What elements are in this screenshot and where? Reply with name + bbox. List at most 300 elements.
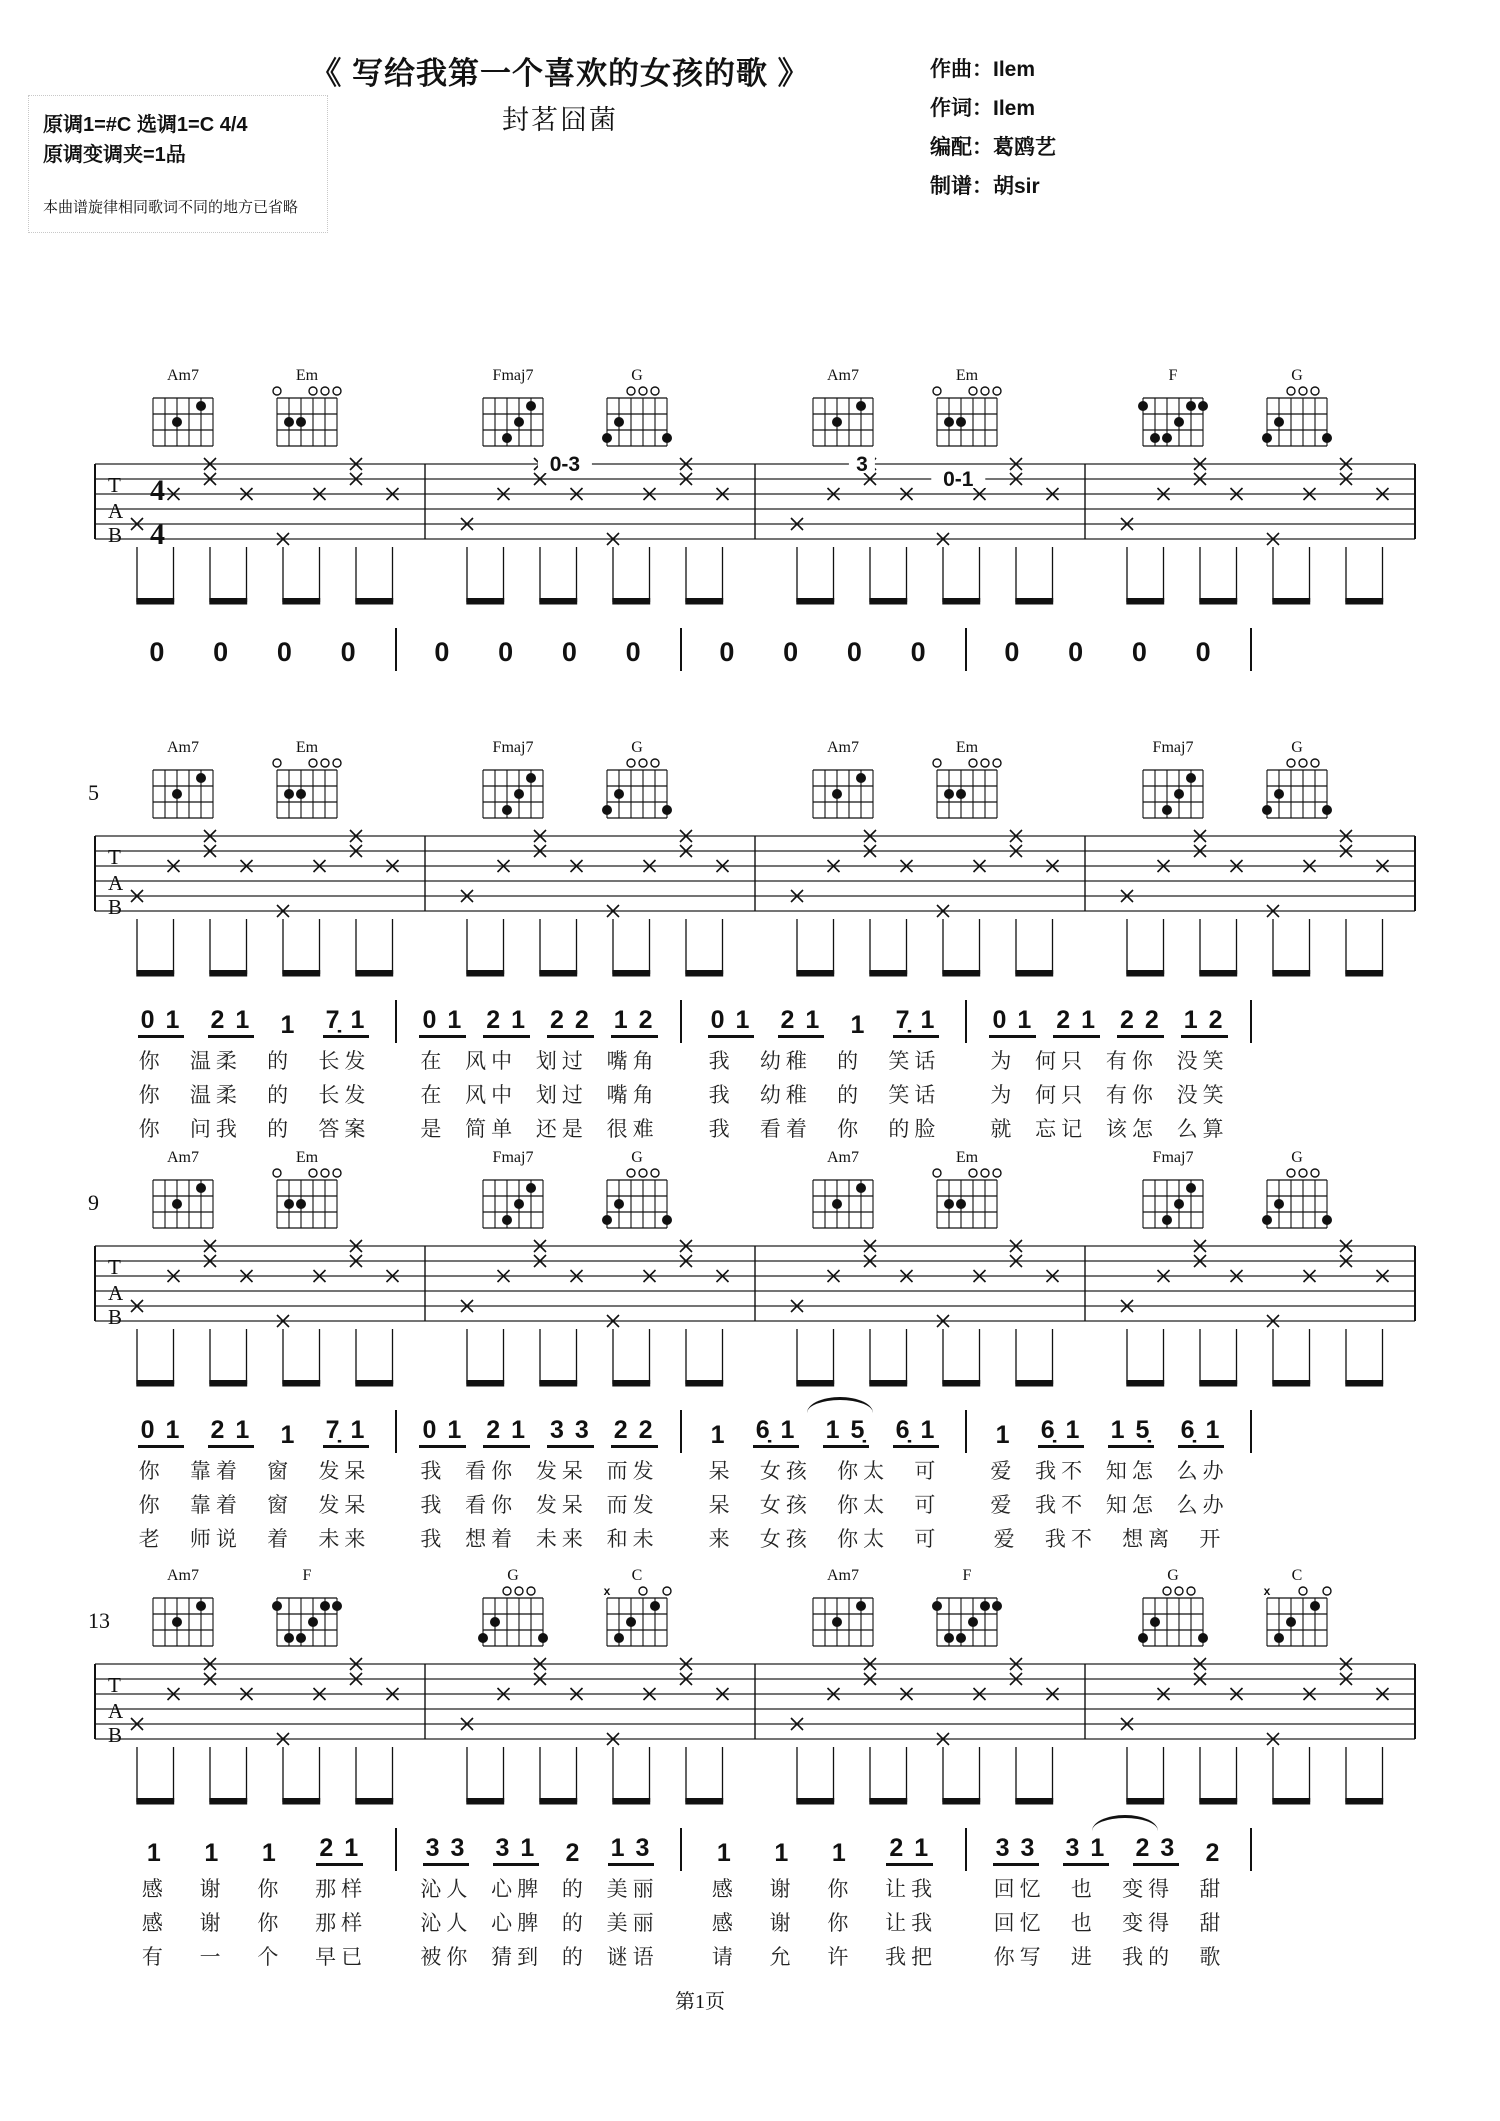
note-stem [1273, 1747, 1310, 1802]
lyric-syllable: 问我 [189, 1117, 242, 1141]
jianpu-group: 2 1 [1053, 1008, 1100, 1038]
chord-diagram [1259, 1566, 1335, 1652]
fretted-dot [320, 1601, 330, 1611]
note-stem [870, 1747, 907, 1802]
beam [869, 598, 907, 605]
lyric-syllable: 美丽 [606, 1877, 659, 1901]
beam [685, 1380, 723, 1387]
jianpu-group: 2 2 [547, 1008, 594, 1038]
fretted-dot [284, 789, 294, 799]
lyrics-measure [112, 1453, 397, 1487]
fretted-dot [832, 1199, 842, 1209]
note-stem [943, 547, 980, 602]
fretted-dot [856, 1183, 866, 1193]
beam [685, 1798, 723, 1805]
open-string-marker [1311, 1169, 1319, 1177]
lyric-syllable: 谜语 [606, 1945, 659, 1969]
measure-number: 13 [88, 1608, 110, 1633]
open-string-marker [933, 759, 941, 767]
lyric-syllable: 我不 [1035, 1493, 1088, 1517]
open-string-marker [1311, 759, 1319, 767]
lyric-syllable: 想着 [465, 1527, 518, 1551]
lyric-syllable: 你太 [837, 1459, 890, 1483]
chord-diagram [1135, 366, 1211, 452]
note-stem [356, 547, 393, 602]
jianpu-group: 0 [434, 637, 452, 667]
note-stem [1346, 1747, 1383, 1802]
chord-name: Fmaj7 [492, 367, 534, 384]
beam [1199, 970, 1237, 977]
fretted-dot [1138, 401, 1148, 411]
beam [1015, 598, 1053, 605]
jianpu-group: 0 [561, 637, 579, 667]
note-stem [613, 1747, 650, 1802]
fretted-dot [526, 1183, 536, 1193]
jianpu-group: 1 5̣ [823, 1418, 870, 1448]
chord-diagram [1259, 366, 1335, 452]
fretted-dot [526, 401, 536, 411]
lyric-syllable: 的 [837, 1049, 864, 1073]
note-stem [1346, 1329, 1383, 1384]
chord-diagram [805, 738, 881, 824]
beam [282, 1798, 320, 1805]
staff-letter: T [108, 1673, 121, 1697]
beam [1199, 1380, 1237, 1387]
jianpu-group: 0 1 [419, 1008, 466, 1038]
fretted-dot [1274, 789, 1284, 799]
fretted-dot [1274, 417, 1284, 427]
lyric-syllable: 长发 [318, 1049, 371, 1073]
note-stem [1346, 547, 1383, 602]
lyric-syllable: 发呆 [318, 1493, 371, 1517]
lyric-syllable: 很难 [606, 1117, 659, 1141]
fretted-dot [1150, 1617, 1160, 1627]
jianpu-group: 1 [710, 1421, 727, 1449]
lyric-syllable: 师说 [189, 1527, 242, 1551]
fretted-dot [284, 1633, 294, 1643]
beam [209, 1380, 247, 1387]
chord-diagram-wrap [269, 1566, 345, 1657]
beam [942, 1798, 980, 1805]
open-string-marker [1287, 1169, 1295, 1177]
staff-letter: B [108, 523, 123, 547]
beam [355, 1380, 393, 1387]
fretted-dot [944, 789, 954, 799]
lyric-syllable: 还是 [535, 1117, 588, 1141]
note-stem [540, 547, 577, 602]
jianpu-group: 2 1 [316, 1836, 363, 1866]
chord-diagram [145, 1566, 221, 1652]
chord-diagram-wrap [145, 1566, 221, 1657]
beam [869, 1380, 907, 1387]
chord-diagram-wrap [1259, 366, 1335, 457]
note-stem [686, 1329, 723, 1384]
note-stem [797, 547, 834, 602]
lyric-syllable: 开 [1199, 1527, 1226, 1551]
open-string-marker [651, 387, 659, 395]
artist-name: 封茗囧菌 [502, 105, 618, 135]
open-string-marker [981, 387, 989, 395]
lyric-syllable: 让我 [885, 1911, 938, 1935]
note-stem [467, 1329, 504, 1384]
note-stem [686, 547, 723, 602]
fretted-dot [1274, 1633, 1284, 1643]
jianpu-group: 3 3 [993, 1836, 1040, 1866]
jianpu-group: 6̣ 1 [1038, 1418, 1085, 1448]
jianpu-group: 0 [1004, 637, 1022, 667]
staff-letter: A [108, 1699, 124, 1723]
note-stem [467, 919, 504, 974]
note-stem [613, 547, 650, 602]
jianpu-group: 1 [774, 1839, 791, 1867]
fretted-dot [332, 1601, 342, 1611]
beam [539, 598, 577, 605]
staff-wrap [0, 1652, 1500, 1820]
beam [1126, 598, 1164, 605]
chord-diagram-wrap [929, 738, 1005, 829]
lyric-syllable: 的 [561, 1911, 588, 1935]
chord-diagram [475, 366, 551, 452]
beam [942, 598, 980, 605]
fretted-dot [1274, 1199, 1284, 1209]
lyric-syllable: 变得 [1122, 1877, 1175, 1901]
open-string-marker [981, 759, 989, 767]
chord-diagram-wrap [1135, 738, 1211, 829]
fretted-dot [832, 789, 842, 799]
beam [1345, 598, 1383, 605]
lyric-syllable: 温柔 [189, 1049, 242, 1073]
beam [1126, 1380, 1164, 1387]
note-stem [870, 919, 907, 974]
fretted-dot [614, 1199, 624, 1209]
chord-name: Em [955, 367, 979, 384]
jianpu-measure [682, 628, 967, 671]
lyrics-measure [682, 1905, 967, 1939]
open-string-marker [627, 759, 635, 767]
note-stem [1127, 547, 1164, 602]
chord-diagram-wrap [1135, 1148, 1211, 1239]
fretted-dot [614, 789, 624, 799]
jianpu-group: 3 3 [547, 1418, 594, 1448]
fretted-dot [614, 417, 624, 427]
fretted-dot [478, 1633, 488, 1643]
jianpu-group: 2 1 [778, 1008, 825, 1038]
jianpu-group: 6̣ 1 [893, 1418, 940, 1448]
fretted-dot [602, 805, 612, 815]
note-stem [797, 1329, 834, 1384]
lyrics-measure [682, 1077, 967, 1111]
fretted-dot [196, 773, 206, 783]
lyric-syllable: 就 [990, 1117, 1017, 1141]
beam [796, 598, 834, 605]
note-stem [210, 919, 247, 974]
open-string-marker [627, 387, 635, 395]
chord-name: C [631, 1567, 643, 1584]
fretted-dot [172, 1199, 182, 1209]
beam [1199, 598, 1237, 605]
lyrics-measure [967, 1905, 1252, 1939]
chord-name: Am7 [827, 1567, 859, 1584]
jianpu-group: 0 [783, 637, 801, 667]
lyric-syllable: 那样 [315, 1877, 368, 1901]
lyric-syllable: 忘记 [1035, 1117, 1088, 1141]
fretted-dot [956, 1633, 966, 1643]
staff-letter: T [108, 845, 121, 869]
chord-name: Am7 [167, 1567, 199, 1584]
credits-block [930, 50, 1056, 206]
lyric-syllable: 沁人 [420, 1911, 473, 1935]
fretted-dot [602, 1215, 612, 1225]
lyric-syllable: 爱 [990, 1493, 1017, 1517]
beam [355, 970, 393, 977]
chord-name: G [1291, 739, 1303, 756]
lyrics-measure [112, 1871, 397, 1905]
fretted-dot [1186, 773, 1196, 783]
lyric-syllable: 的 [267, 1117, 294, 1141]
fretted-dot [196, 401, 206, 411]
jianpu-group: 6̣ 1 [1178, 1418, 1225, 1448]
lyric-syllable: 歌 [1199, 1945, 1226, 1969]
fretted-dot [526, 773, 536, 783]
chord-diagram [145, 1148, 221, 1234]
lyric-syllable: 我把 [885, 1945, 938, 1969]
fretted-dot [284, 417, 294, 427]
chord-name: F [1168, 367, 1178, 384]
lyrics-measure [967, 1453, 1252, 1487]
note-stem [137, 919, 174, 974]
system-3 [0, 1130, 1500, 1555]
jianpu-measure [682, 1000, 967, 1043]
lyric-syllable: 你 [138, 1459, 165, 1483]
jianpu-group: 2 3 [1133, 1836, 1180, 1866]
lyric-syllable: 为 [990, 1083, 1017, 1107]
lyric-syllable: 简单 [465, 1117, 518, 1141]
lyric-syllable: 嘴角 [606, 1083, 659, 1107]
jianpu-group: 1 [146, 1839, 163, 1867]
note-stem [1127, 1747, 1164, 1802]
lyric-syllable: 你 [138, 1493, 165, 1517]
lyric-syllable: 的 [267, 1049, 294, 1073]
fretted-dot [514, 417, 524, 427]
system-2 [0, 720, 1500, 1145]
fretted-dot [1322, 1215, 1332, 1225]
lyric-syllable: 答案 [318, 1117, 371, 1141]
jianpu-group: 1 2 [611, 1008, 658, 1038]
lyrics-line-1 [112, 1043, 1252, 1077]
lyric-syllable: 看着 [759, 1117, 812, 1141]
chord-diagram-wrap [1135, 366, 1211, 457]
fretted-dot [172, 789, 182, 799]
muted-string-marker: x [1263, 1584, 1271, 1598]
jianpu-group: 1 [831, 1839, 848, 1867]
lyric-syllable: 么办 [1176, 1459, 1229, 1483]
lyric-syllable: 女孩 [759, 1493, 812, 1517]
beam [136, 1798, 174, 1805]
lyric-syllable: 谢 [769, 1877, 796, 1901]
lyric-syllable: 那样 [315, 1911, 368, 1935]
lyric-syllable: 笑话 [888, 1083, 941, 1107]
jianpu-group: 2 1 [886, 1836, 933, 1866]
lyric-syllable: 可 [914, 1493, 941, 1517]
lyric-syllable: 进 [1070, 1945, 1097, 1969]
beam [1015, 970, 1053, 977]
open-string-marker [651, 759, 659, 767]
chord-diagram-wrap [929, 1148, 1005, 1239]
beam [1015, 1380, 1053, 1387]
lyric-syllable: 你 [827, 1911, 854, 1935]
beam [612, 1380, 650, 1387]
open-string-marker [1175, 1587, 1183, 1595]
tab-staff [0, 1652, 1500, 1815]
chord-name: Em [295, 1149, 319, 1166]
time-signature-top: 4 [150, 474, 165, 507]
credit-transcriber: 制谱：胡sir [930, 175, 1040, 198]
chord-name: Fmaj7 [492, 1149, 534, 1166]
open-string-marker [1299, 1169, 1307, 1177]
open-string-marker [321, 387, 329, 395]
beam [1126, 970, 1164, 977]
lyric-syllable: 在 [420, 1083, 447, 1107]
note-stem [540, 919, 577, 974]
beam [1272, 1380, 1310, 1387]
staff-wrap [0, 824, 1500, 992]
jianpu-group: 2 1 [483, 1008, 530, 1038]
lyric-syllable: 我 [708, 1049, 735, 1073]
note-stem [686, 919, 723, 974]
chord-diagram-wrap [475, 1566, 551, 1657]
lyric-syllable: 爱 [993, 1527, 1020, 1551]
beam [869, 970, 907, 977]
lyric-syllable: 猜到 [491, 1945, 544, 1969]
chord-diagram [599, 366, 675, 452]
chord-name: G [1291, 1149, 1303, 1166]
chord-name: G [631, 1149, 643, 1166]
lyric-syllable: 的脸 [888, 1117, 941, 1141]
chord-name: Em [295, 739, 319, 756]
fretted-dot [1186, 401, 1196, 411]
open-string-marker [969, 1169, 977, 1177]
note-stem [467, 1747, 504, 1802]
lyric-syllable: 该怎 [1105, 1117, 1158, 1141]
beam [209, 970, 247, 977]
chord-name: Fmaj7 [1152, 739, 1194, 756]
beam [466, 1380, 504, 1387]
note-stem [1016, 919, 1053, 974]
lyric-syllable: 我不 [1044, 1527, 1097, 1551]
chord-diagram-wrap [145, 738, 221, 829]
fretted-dot [662, 805, 672, 815]
jianpu-group: 1 5̣ [1108, 1418, 1155, 1448]
chord-diagram [269, 738, 345, 824]
jianpu-group: 0 1 [138, 1418, 185, 1448]
chord-diagram-wrap [1259, 738, 1335, 829]
lyrics-measure [967, 1077, 1252, 1111]
fretted-dot [1174, 1199, 1184, 1209]
lyric-syllable: 被你 [420, 1945, 473, 1969]
lyrics-measure [397, 1939, 682, 1973]
time-signature-bottom: 4 [150, 518, 165, 551]
jianpu-group: 1 [995, 1421, 1012, 1449]
chord-diagram-wrap [805, 366, 881, 457]
lyric-syllable: 让我 [885, 1877, 938, 1901]
lyric-syllable: 和未 [606, 1527, 659, 1551]
fretted-dot [1322, 433, 1332, 443]
fretted-dot [296, 1199, 306, 1209]
note-stem [1200, 547, 1237, 602]
chord-diagram [929, 1566, 1005, 1652]
jianpu-measure [112, 1828, 397, 1871]
note-stem [210, 547, 247, 602]
beam [466, 1798, 504, 1805]
lyric-syllable: 嘴角 [606, 1049, 659, 1073]
lyric-syllable: 甜 [1199, 1877, 1226, 1901]
jianpu-measure [112, 628, 397, 671]
note-stem [613, 1329, 650, 1384]
fretted-dot [1262, 805, 1272, 815]
chord-diagram-wrap [145, 366, 221, 457]
lyric-syllable: 我 [420, 1527, 447, 1551]
tab-staff [0, 824, 1500, 987]
beam [612, 598, 650, 605]
staff-wrap [0, 452, 1500, 620]
beam [136, 1380, 174, 1387]
lyric-syllable: 笑话 [888, 1049, 941, 1073]
fretted-dot [1150, 433, 1160, 443]
fretted-dot [538, 1633, 548, 1643]
lyric-syllable: 的 [561, 1945, 588, 1969]
lyric-syllable: 有 [141, 1945, 168, 1969]
jianpu-measure [397, 1000, 682, 1043]
open-string-marker [333, 1169, 341, 1177]
lyric-syllable: 么办 [1176, 1493, 1229, 1517]
open-string-marker [981, 1169, 989, 1177]
lyric-syllable: 也 [1070, 1911, 1097, 1935]
lyric-syllable: 回忆 [993, 1911, 1046, 1935]
lyrics-measure [967, 1043, 1252, 1077]
open-string-marker [309, 759, 317, 767]
jianpu-group: 0 1 [989, 1008, 1036, 1038]
lyric-syllable: 有你 [1105, 1049, 1158, 1073]
beam [685, 598, 723, 605]
lyric-syllable: 我 [708, 1083, 735, 1107]
jianpu-group: 2 1 [208, 1418, 255, 1448]
beam [1126, 1798, 1164, 1805]
key-info-line1: 原调1=#C 选调1=C 4/4 [43, 114, 248, 136]
jianpu-group: 2 2 [611, 1418, 658, 1448]
beam [1199, 1798, 1237, 1805]
chord-diagram [599, 1566, 675, 1652]
note-stem [1127, 1329, 1164, 1384]
chord-diagram [475, 1566, 551, 1652]
fretted-dot [662, 433, 672, 443]
chord-diagram [599, 738, 675, 824]
lyrics-measure [967, 1939, 1252, 1973]
chord-name: G [507, 1567, 519, 1584]
lyric-syllable: 你太 [837, 1493, 890, 1517]
chord-name: Am7 [167, 739, 199, 756]
beam [1015, 1798, 1053, 1805]
lyric-syllable: 我的 [1122, 1945, 1175, 1969]
chord-diagram [929, 366, 1005, 452]
note-stem [356, 919, 393, 974]
lyric-syllable: 呆 [708, 1493, 735, 1517]
lyrics-measure [112, 1077, 397, 1111]
chord-diagram [805, 1566, 881, 1652]
lyric-syllable: 靠着 [189, 1493, 242, 1517]
note-stem [137, 547, 174, 602]
chord-name: Am7 [167, 1149, 199, 1166]
staff-letter: T [108, 1255, 121, 1279]
